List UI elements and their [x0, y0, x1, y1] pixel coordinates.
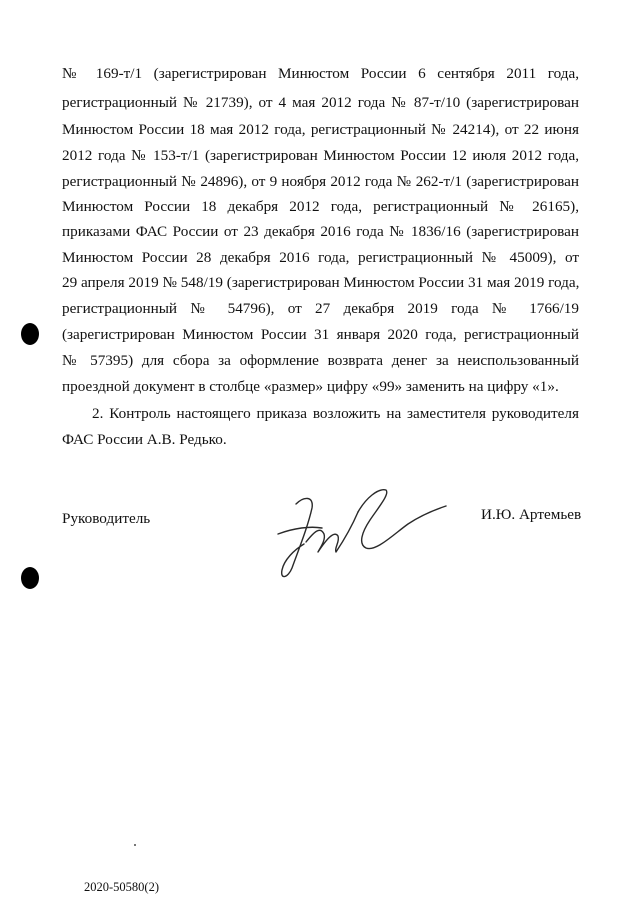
body-line-14: 2. Контроль настоящего приказа возложить на заместителя руководителя — [92, 405, 579, 422]
handwritten-signature — [274, 482, 454, 582]
body-line-2: регистрационный № 21739), от 4 мая 2012 года № 87-т/10 (зарегистрирован — [62, 94, 579, 111]
body-line-15: ФАС России А.В. Редько. — [62, 431, 227, 448]
document-registration-code: 2020-50580(2) — [84, 880, 159, 894]
body-line-9: 29 апреля 2019 № 548/19 (зарегистрирован Минюстом России 31 мая 2019 года, — [62, 274, 580, 291]
body-line-11: (зарегистрирован Минюстом России 31 января 2020 года, регистрационный — [62, 326, 579, 343]
signatory-position: Руководитель — [62, 510, 151, 527]
body-line-5: регистрационный № 24896), от 9 ноября 2012 года № 262-т/1 (зарегистрирован — [62, 173, 579, 190]
body-line-7: приказами ФАС России от 23 декабря 2016 года № 1836/16 (зарегистрирован — [62, 223, 579, 240]
signatory-name: И.Ю. Артемьев — [481, 506, 582, 523]
body-line-1: № 169-т/1 (зарегистрирован Минюстом России 6 сентября 2011 года, — [62, 65, 579, 82]
punch-hole-top — [21, 323, 39, 345]
body-line-12: № 57395) для сбора за оформление возврата денег за неиспользованный — [62, 352, 579, 369]
scan-speck — [134, 844, 136, 846]
body-line-8: Минюстом России 28 декабря 2016 года, регистрационный № 45009), от — [62, 249, 579, 266]
body-line-3: Минюстом России 18 мая 2012 года, регистрационный № 24214), от 22 июня — [62, 121, 579, 138]
body-line-13: проездной документ в столбце «размер» цифру «99» заменить на цифру «1». — [62, 378, 559, 395]
punch-hole-bottom — [21, 567, 39, 589]
body-line-6: Минюстом России 18 декабря 2012 года, регистрационный № 26165), — [62, 198, 579, 215]
body-line-10: регистрационный № 54796), от 27 декабря 2019 года № 1766/19 — [62, 300, 579, 317]
body-line-4: 2012 года № 153-т/1 (зарегистрирован Минюстом России 12 июля 2012 года, — [62, 147, 579, 164]
